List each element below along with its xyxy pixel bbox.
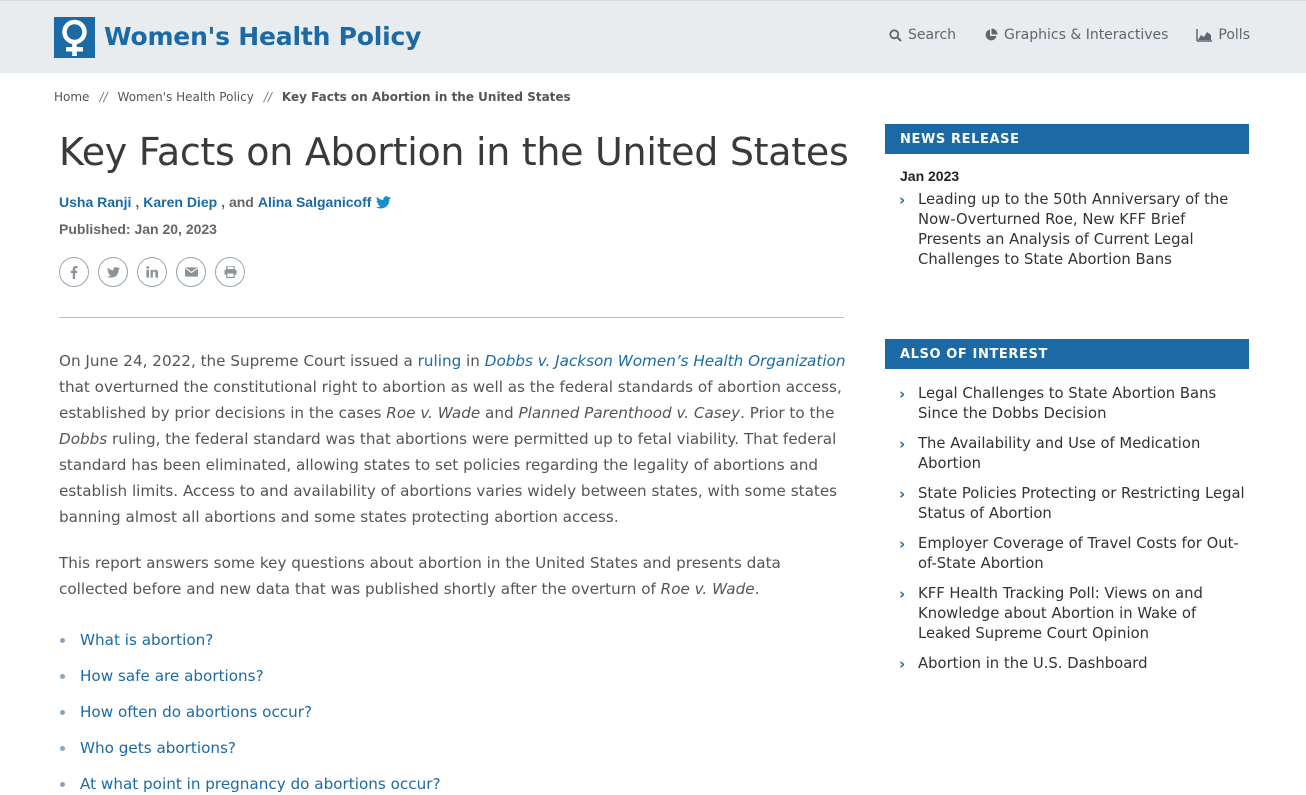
breadcrumb-home[interactable]: Home — [54, 90, 90, 104]
author-separator: , — [135, 194, 140, 210]
related-link[interactable]: The Availability and Use of Medication Abortion — [918, 435, 1201, 472]
nav-polls[interactable] — [1196, 27, 1250, 43]
nav-graphics[interactable] — [984, 27, 1168, 43]
related-item[interactable] — [885, 384, 1249, 424]
text-run: in — [461, 352, 485, 370]
published-date: Published: Jan 20, 2023 — [59, 221, 217, 237]
toc-item — [59, 730, 441, 766]
report-summary-paragraph — [59, 550, 849, 602]
related-link[interactable]: KFF Health Tracking Poll: Views on and Knowledge about Abortion in Wake of Leaked Supreme Court Opinion — [918, 585, 1203, 642]
text-run: that overturned the constitutional right to abortion as well as the federal standards of abortion access, established by prior decisions in the cases — [59, 378, 842, 422]
related-item[interactable] — [885, 484, 1249, 524]
author-link[interactable]: Karen Diep — [143, 194, 218, 210]
text-run: . — [754, 580, 760, 598]
pie-chart-icon — [984, 28, 998, 42]
news-release-panel — [885, 124, 1249, 280]
female-symbol-icon[interactable] — [54, 17, 95, 58]
toc-item — [59, 694, 441, 730]
text-run: On June 24, 2022, the Supreme Court issued a — [59, 352, 418, 370]
chevron-right-icon: › — [899, 191, 906, 209]
top-navigation — [889, 27, 1250, 43]
search-icon — [889, 29, 902, 42]
toc-link[interactable]: How safe are abortions? — [80, 667, 264, 685]
twitter-icon[interactable] — [98, 257, 128, 287]
bullet-icon — [60, 782, 65, 787]
related-link[interactable]: State Policies Protecting or Restricting Legal Status of Abortion — [918, 485, 1245, 522]
toc-link[interactable]: At what point in pregnancy do abortions occur? — [80, 775, 441, 793]
case-name: Roe v. Wade — [386, 404, 481, 422]
text-run: . Prior to the — [740, 404, 835, 422]
related-link[interactable]: Employer Coverage of Travel Costs for Out-of-State Abortion — [918, 535, 1239, 572]
text-run: This report answers some key questions about abortion in the United States and presents data collected before and new data that was published shortly after the overturn of — [59, 554, 781, 598]
share-buttons — [59, 257, 245, 287]
case-name: Planned Parenthood v. Casey — [518, 404, 741, 422]
author-and: , and — [221, 194, 254, 210]
intro-paragraph — [59, 348, 849, 530]
toc-item — [59, 766, 441, 795]
breadcrumb-separator: // — [263, 90, 272, 104]
also-of-interest-panel — [885, 339, 1249, 684]
news-release-link[interactable]: Leading up to the 50th Anniversary of the Now-Overturned Roe, New KFF Brief Presents an Analysis of Current Legal Challenges to State Abortion Bans — [918, 191, 1229, 268]
author-link[interactable]: Alina Salganicoff — [257, 194, 372, 210]
nav-search-label: Search — [907, 27, 957, 43]
toc-item — [59, 658, 441, 694]
chevron-right-icon: › — [899, 535, 906, 553]
dobbs-case-link[interactable] — [485, 352, 846, 370]
facebook-icon[interactable] — [59, 257, 89, 287]
email-icon[interactable] — [176, 257, 206, 287]
nav-search[interactable] — [889, 27, 956, 43]
linkedin-icon[interactable] — [137, 257, 167, 287]
news-release-heading: NEWS RELEASE — [885, 124, 1249, 154]
bullet-icon — [60, 710, 65, 715]
toc-link[interactable]: How often do abortions occur? — [80, 703, 313, 721]
chevron-right-icon: › — [899, 655, 906, 673]
related-item[interactable] — [885, 534, 1249, 574]
related-item[interactable] — [885, 584, 1249, 644]
breadcrumb-separator: // — [99, 90, 108, 104]
page-title: Key Facts on Abortion in the United States — [59, 130, 849, 174]
chevron-right-icon: › — [899, 585, 906, 603]
article-divider — [59, 317, 844, 318]
bullet-icon — [60, 638, 65, 643]
news-release-item[interactable] — [885, 190, 1249, 270]
bullet-icon — [60, 674, 65, 679]
text-run: ruling, the federal standard was that abortions were permitted up to fetal viability. That federal standard has been eliminated, allowing states to set policies regarding the legality of abortions and establish limits. Access to and availability of abortions varies widely between states, with some states banning almost all abortions and some states protecting abortion access. — [59, 430, 838, 526]
site-title[interactable]: Women's Health Policy — [104, 22, 422, 51]
ruling-link[interactable]: ruling — [417, 352, 462, 370]
text-run: and — [480, 404, 519, 422]
author-link[interactable]: Usha Ranji — [59, 194, 132, 210]
related-link[interactable]: Legal Challenges to State Abortion Bans Since the Dobbs Decision — [918, 385, 1217, 422]
news-release-date: Jan 2023 — [900, 168, 960, 184]
also-of-interest-heading: ALSO OF INTEREST — [885, 339, 1249, 369]
news-release-list — [885, 190, 1249, 270]
case-name: Dobbs — [59, 430, 108, 448]
toc-link[interactable]: Who gets abortions? — [80, 739, 236, 757]
related-item[interactable] — [885, 434, 1249, 474]
case-name: Roe v. Wade — [660, 580, 755, 598]
toc-link[interactable]: What is abortion? — [80, 631, 214, 649]
related-item[interactable] — [885, 654, 1249, 674]
bullet-icon — [60, 746, 65, 751]
breadcrumb-womens-health-policy[interactable]: Women's Health Policy — [117, 90, 254, 104]
breadcrumb — [54, 90, 571, 104]
print-icon[interactable] — [215, 257, 245, 287]
chevron-right-icon: › — [899, 485, 906, 503]
toc-item — [59, 622, 441, 658]
also-of-interest-list — [885, 384, 1249, 674]
nav-graphics-label: Graphics & Interactives — [1004, 27, 1169, 43]
case-name: Dobbs v. Jackson Women’s Health Organization — [484, 352, 846, 370]
bar-chart-icon — [1196, 29, 1212, 42]
breadcrumb-current: Key Facts on Abortion in the United States — [281, 90, 571, 104]
table-of-contents — [59, 622, 441, 795]
site-header — [0, 0, 1306, 73]
nav-polls-label: Polls — [1218, 27, 1250, 43]
twitter-icon[interactable] — [376, 196, 391, 209]
chevron-right-icon: › — [899, 385, 906, 403]
related-link[interactable]: Abortion in the U.S. Dashboard — [918, 655, 1148, 672]
byline — [59, 194, 391, 210]
chevron-right-icon: › — [899, 435, 906, 453]
